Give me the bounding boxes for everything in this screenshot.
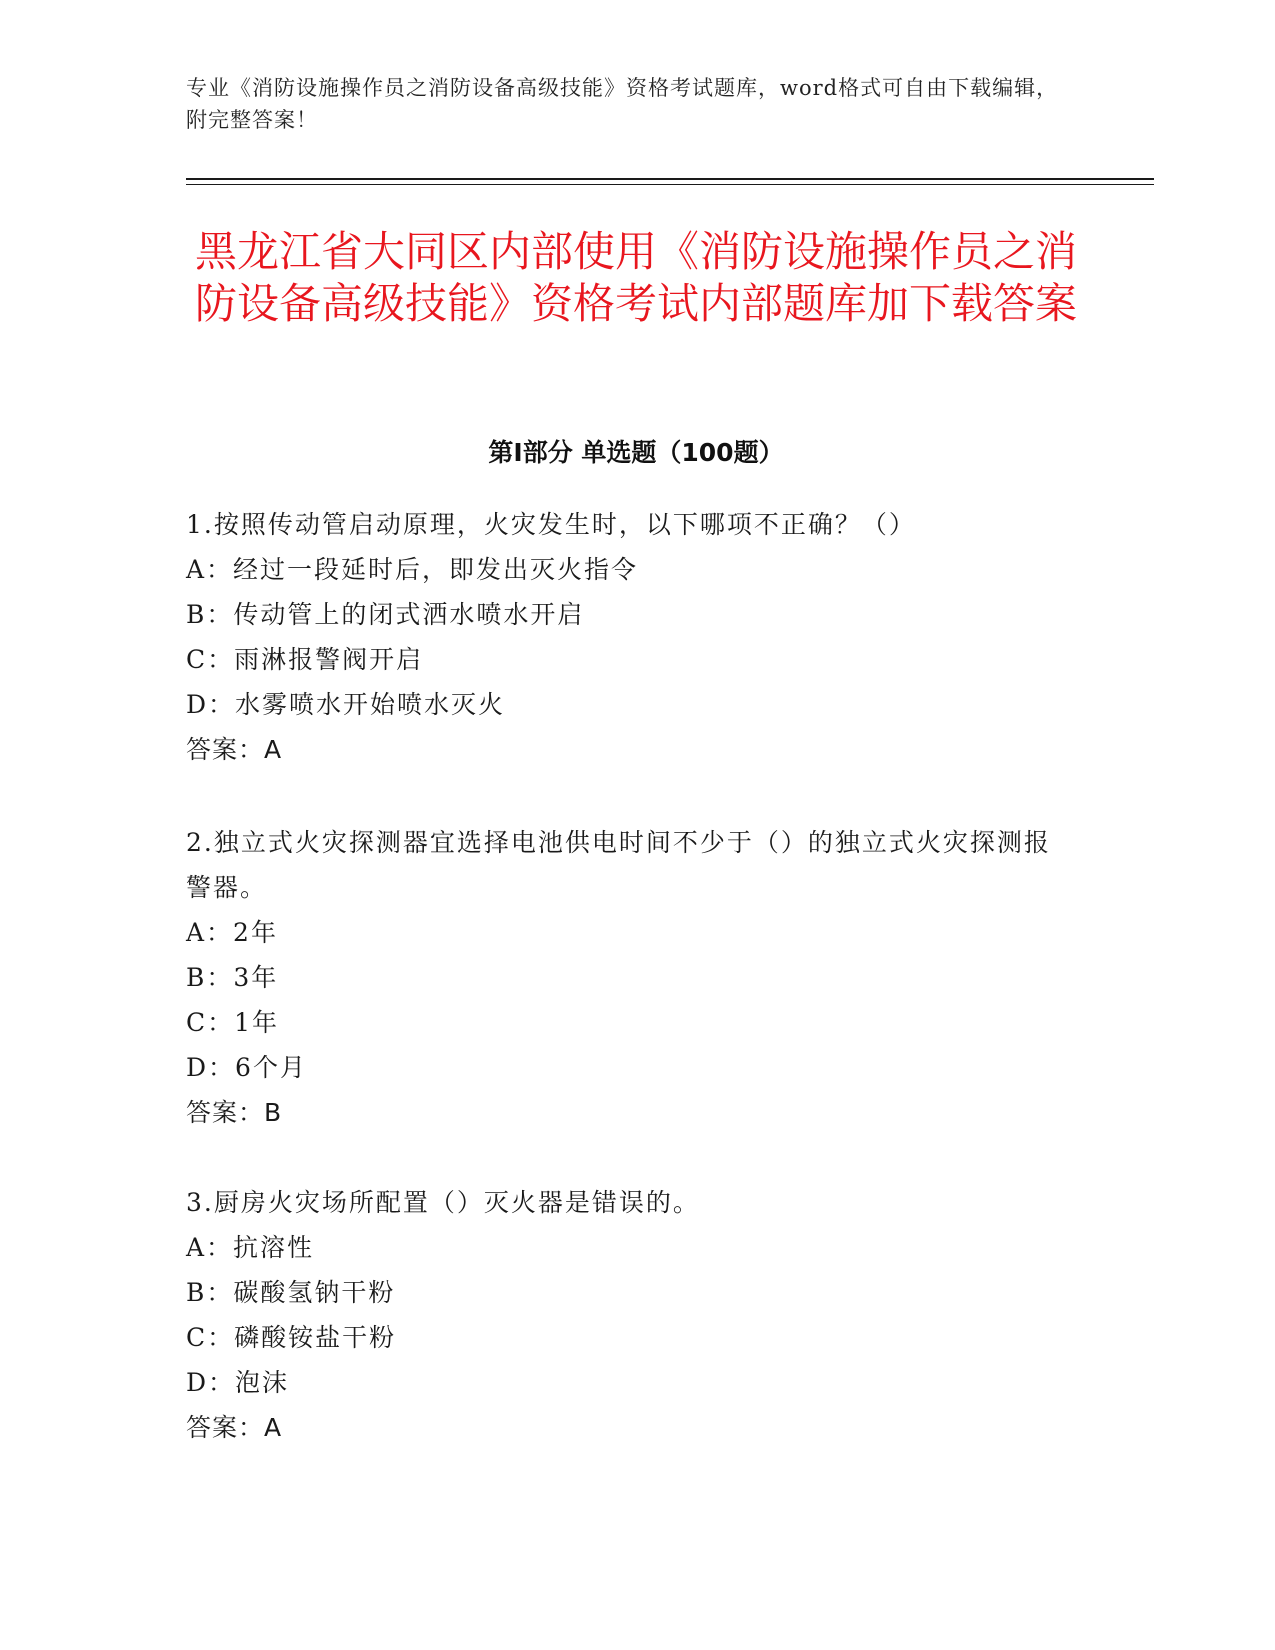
option-a: A：2年 bbox=[186, 918, 278, 947]
header-note: 专业《消防设施操作员之消防设备高级技能》资格考试题库，word格式可自由下载编辑，附完整答案！ bbox=[186, 76, 1059, 132]
section-title: 第Ⅰ部分 单选题（100题） bbox=[488, 438, 784, 467]
header-rule-thick bbox=[186, 178, 1154, 180]
option-b: B：传动管上的闭式洒水喷水开启 bbox=[186, 600, 585, 629]
question-3 bbox=[186, 1180, 1066, 1450]
option-a: A：经过一段延时后，即发出灭火指令 bbox=[186, 555, 639, 584]
question-stem: 1.按照传动管启动原理，火灾发生时，以下哪项不正确？（） bbox=[186, 510, 916, 539]
document-title: 黑龙江省大同区内部使用《消防设施操作员之消防设备高级技能》资格考试内部题库加下载答案 bbox=[194, 227, 1077, 328]
answer: 答案：A bbox=[186, 735, 283, 764]
option-d: D：水雾喷水开始喷水灭火 bbox=[186, 690, 506, 719]
option-d: D：泡沫 bbox=[186, 1368, 290, 1397]
question-stem: 2.独立式火灾探测器宜选择电池供电时间不少于（）的独立式火灾探测报警器。 bbox=[186, 828, 1051, 902]
question-stem: 3.厨房火灾场所配置（）灭火器是错误的。 bbox=[186, 1188, 700, 1217]
option-b: B：3年 bbox=[186, 963, 279, 992]
answer: 答案：A bbox=[186, 1413, 283, 1442]
option-c: C：1年 bbox=[186, 1008, 280, 1037]
option-c: C：雨淋报警阀开启 bbox=[186, 645, 424, 674]
question-1 bbox=[186, 502, 1066, 772]
option-d: D：6个月 bbox=[186, 1053, 307, 1082]
header-rule-thin bbox=[186, 184, 1154, 185]
option-c: C：磷酸铵盐干粉 bbox=[186, 1323, 397, 1352]
option-a: A：抗溶性 bbox=[186, 1233, 315, 1262]
answer: 答案：B bbox=[186, 1098, 283, 1127]
question-2 bbox=[186, 820, 1066, 1135]
option-b: B：碳酸氢钠干粉 bbox=[186, 1278, 396, 1307]
